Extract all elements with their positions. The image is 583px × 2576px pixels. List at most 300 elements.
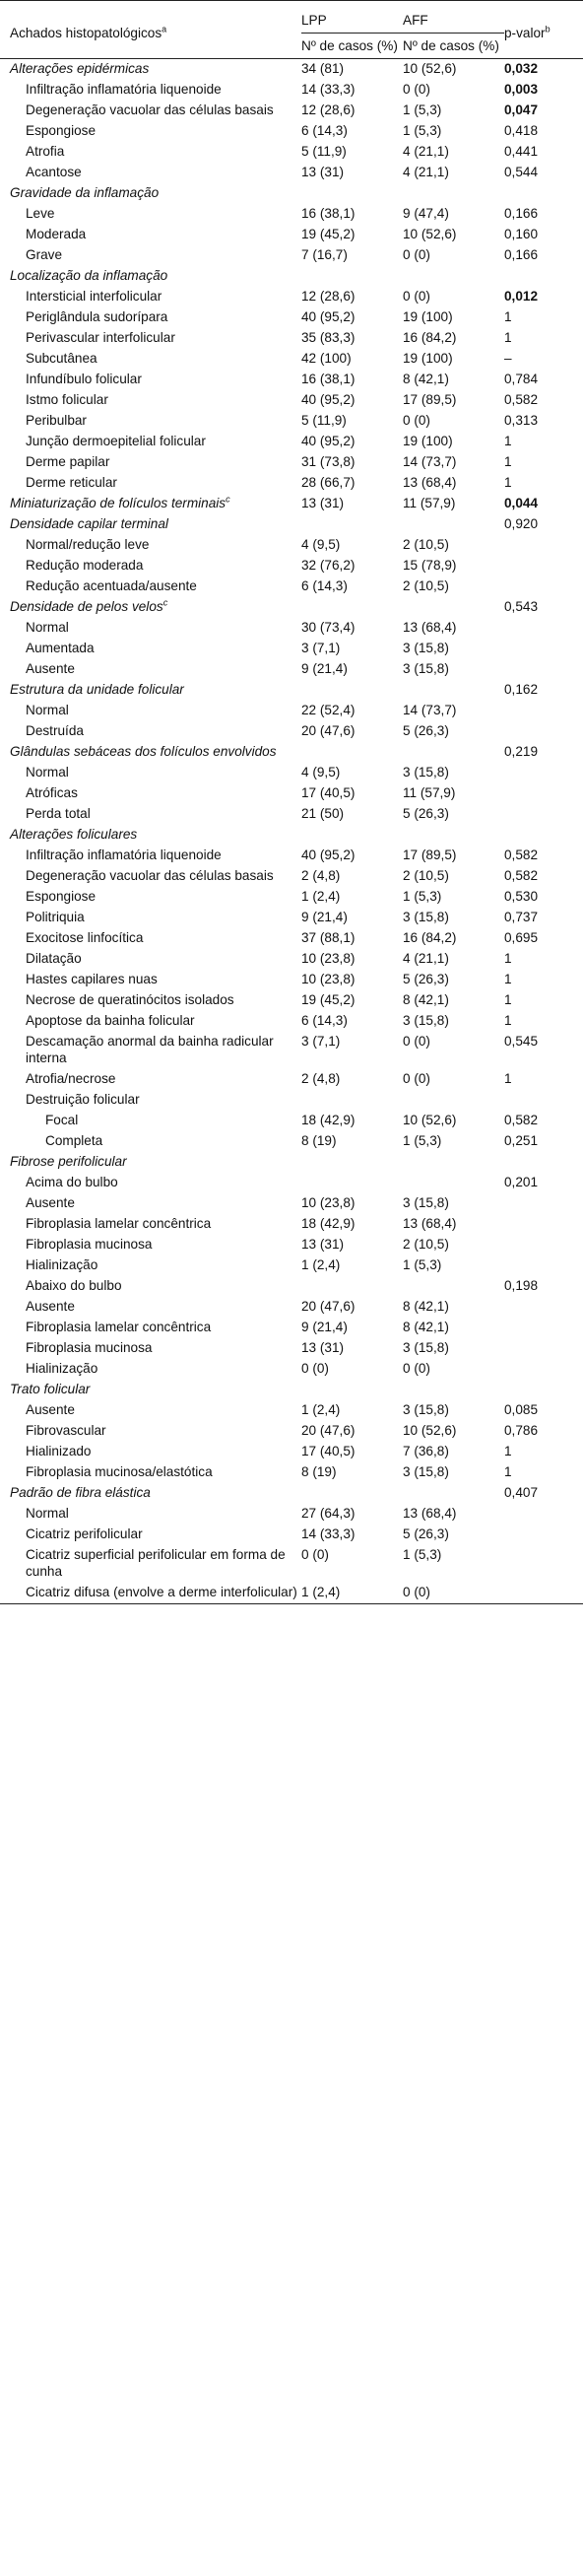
aff-cases-cell: 17 (89,5) xyxy=(403,847,457,862)
pvalue-cell: 1 xyxy=(504,1464,512,1479)
aff-cases-cell: 17 (89,5) xyxy=(403,392,457,407)
lpp-cases-cell: 18 (42,9) xyxy=(301,1216,356,1231)
table-row xyxy=(0,556,583,576)
pvalue-cell: 1 xyxy=(504,1071,512,1086)
pvalue-cell: 0,545 xyxy=(504,1034,539,1049)
table-row xyxy=(0,432,583,452)
lpp-cases-cell: 0 (0) xyxy=(301,1547,329,1562)
pvalue-cell: 0,313 xyxy=(504,413,539,428)
lpp-cases-cell xyxy=(301,1276,403,1297)
table-row xyxy=(0,494,583,514)
aff-cases-cell: 0 (0) xyxy=(403,1583,504,1604)
pvalue-cell xyxy=(504,701,583,721)
lpp-cases-cell: 8 (19) xyxy=(301,1464,337,1479)
aff-cases-cell: 4 (21,1) xyxy=(403,144,449,159)
pvalue-cell: 1 xyxy=(504,309,512,324)
aff-cases-cell: 8 (42,1) xyxy=(403,1299,449,1314)
table-body xyxy=(0,59,583,1604)
table-row xyxy=(0,370,583,390)
table-row xyxy=(0,1525,583,1545)
row-label: Fibroplasia mucinosa xyxy=(26,1340,153,1355)
pvalue-cell: 0,582 xyxy=(504,1113,539,1127)
lpp-cases-cell xyxy=(301,1380,403,1400)
table-row xyxy=(0,742,583,763)
lpp-cases-cell: 16 (38,1) xyxy=(301,372,356,386)
pvalue-cell: 1 xyxy=(504,330,512,345)
lpp-cases-cell: 6 (14,3) xyxy=(301,123,348,138)
aff-cases-cell: 1 (5,3) xyxy=(403,1257,442,1272)
pvalue-cell xyxy=(504,659,583,680)
aff-cases-cell xyxy=(403,1276,504,1297)
aff-cases-cell: 4 (21,1) xyxy=(403,165,449,179)
table-row xyxy=(0,1173,583,1193)
table-row xyxy=(0,639,583,659)
aff-cases-cell: 3 (15,8) xyxy=(403,1402,449,1417)
row-label: Fibroplasia mucinosa xyxy=(26,1237,153,1252)
row-label: Normal xyxy=(26,765,69,780)
lpp-cases-cell: 40 (95,2) xyxy=(301,434,356,448)
lpp-cases-cell: 10 (23,8) xyxy=(301,951,356,966)
row-label: Descamação anormal da bainha radicular interna xyxy=(26,1034,274,1065)
row-label: Exocitose linfocítica xyxy=(26,930,144,945)
row-label: Junção dermoepitelial folicular xyxy=(26,434,206,448)
lpp-cases-cell: 35 (83,3) xyxy=(301,330,356,345)
row-label: Redução acentuada/ausente xyxy=(26,578,197,593)
pvalue-cell: 0,784 xyxy=(504,372,539,386)
table-row xyxy=(0,721,583,742)
aff-cases-cell xyxy=(403,742,504,763)
aff-cases-cell: 3 (15,8) xyxy=(403,661,449,676)
pvalue-cell: 0,198 xyxy=(504,1278,539,1293)
pvalue-cell xyxy=(504,1525,583,1545)
column-header-lpp-cases: Nº de casos (%) xyxy=(301,34,403,59)
lpp-cases-cell: 1 (2,4) xyxy=(301,889,341,904)
table-row xyxy=(0,1111,583,1131)
row-label: Necrose de queratinócitos isolados xyxy=(26,992,234,1007)
table-row xyxy=(0,1090,583,1111)
table-row xyxy=(0,287,583,307)
row-label: Normal xyxy=(26,1506,69,1521)
table-row xyxy=(0,928,583,949)
row-label: Istmo folicular xyxy=(26,392,108,407)
lpp-cases-cell xyxy=(301,1173,403,1193)
row-label: Abaixo do bulbo xyxy=(26,1278,122,1293)
row-label: Leve xyxy=(26,206,55,221)
lpp-cases-cell xyxy=(301,825,403,846)
pvalue-cell: 0,920 xyxy=(504,516,539,531)
row-label: Acima do bulbo xyxy=(26,1175,118,1189)
row-label: Estrutura da unidade folicular xyxy=(10,682,184,697)
row-label: Ausente xyxy=(26,1402,75,1417)
aff-cases-cell: 0 (0) xyxy=(403,413,430,428)
aff-cases-cell: 19 (100) xyxy=(403,351,453,366)
row-label: Cicatriz perifolicular xyxy=(26,1526,143,1541)
aff-cases-cell: 0 (0) xyxy=(403,1071,430,1086)
table-row xyxy=(0,1442,583,1462)
lpp-cases-cell xyxy=(301,514,403,535)
row-label: Normal xyxy=(26,703,69,717)
table-row xyxy=(0,183,583,204)
lpp-cases-cell xyxy=(301,742,403,763)
pvalue-cell xyxy=(504,721,583,742)
lpp-cases-cell: 13 (31) xyxy=(301,165,345,179)
lpp-cases-cell xyxy=(301,266,403,287)
pvalue-cell: 0,085 xyxy=(504,1402,539,1417)
lpp-cases-cell: 28 (66,7) xyxy=(301,475,356,490)
pvalue-cell xyxy=(504,1235,583,1255)
aff-cases-cell: 13 (68,4) xyxy=(403,620,457,635)
pvalue-cell: 0,201 xyxy=(504,1175,539,1189)
pvalue-cell xyxy=(504,183,583,204)
table-row xyxy=(0,804,583,825)
aff-cases-cell: 3 (15,8) xyxy=(403,1195,449,1210)
pvalue-cell: 0,003 xyxy=(504,82,539,97)
lpp-cases-cell: 18 (42,9) xyxy=(301,1113,356,1127)
lpp-cases-cell xyxy=(301,1090,403,1111)
row-label: Infiltração inflamatória liquenoide xyxy=(26,847,222,862)
row-label: Trato folicular xyxy=(10,1382,91,1396)
table-row xyxy=(0,1400,583,1421)
row-label: Focal xyxy=(45,1113,79,1127)
pvalue-cell: 1 xyxy=(504,972,512,986)
lpp-cases-cell: 9 (21,4) xyxy=(301,910,348,924)
row-label: Peribulbar xyxy=(26,413,87,428)
row-label: Glândulas sebáceas dos folículos envolvidos xyxy=(10,744,277,759)
table-row xyxy=(0,887,583,908)
lpp-cases-cell: 20 (47,6) xyxy=(301,1299,356,1314)
row-label: Aumentada xyxy=(26,641,95,655)
lpp-cases-cell: 0 (0) xyxy=(301,1361,329,1376)
row-label: Acantose xyxy=(26,165,82,179)
row-label: Fibroplasia lamelar concêntrica xyxy=(26,1320,212,1334)
pvalue-cell: 0,047 xyxy=(504,102,539,117)
row-label: Apoptose da bainha folicular xyxy=(26,1013,195,1028)
row-label: Hialinização xyxy=(26,1361,98,1376)
lpp-cases-cell: 16 (38,1) xyxy=(301,206,356,221)
lpp-cases-cell xyxy=(301,1483,403,1504)
table-row xyxy=(0,225,583,245)
table-row xyxy=(0,1359,583,1380)
pvalue-cell: 0,032 xyxy=(504,61,539,76)
pvalue-cell xyxy=(504,1152,583,1173)
aff-cases-cell: 11 (57,9) xyxy=(403,785,456,800)
pvalue-cell xyxy=(504,556,583,576)
lpp-cases-cell: 27 (64,3) xyxy=(301,1506,356,1521)
table-row xyxy=(0,680,583,701)
lpp-cases-cell: 3 (7,1) xyxy=(301,641,341,655)
lpp-cases-cell: 8 (19) xyxy=(301,1133,337,1148)
row-label: Espongiose xyxy=(26,889,97,904)
row-label: Moderada xyxy=(26,227,87,241)
table-row xyxy=(0,990,583,1011)
pvalue-cell: 0,786 xyxy=(504,1423,539,1438)
row-label: Fibrose perifolicular xyxy=(10,1154,127,1169)
table-row xyxy=(0,245,583,266)
table-row xyxy=(0,390,583,411)
aff-cases-cell xyxy=(403,183,504,204)
pvalue-cell: 0,582 xyxy=(504,392,539,407)
row-label: Hastes capilares nuas xyxy=(26,972,158,986)
aff-cases-cell: 3 (15,8) xyxy=(403,910,449,924)
lpp-cases-cell: 7 (16,7) xyxy=(301,247,348,262)
row-label: Ausente xyxy=(26,1195,75,1210)
row-label: Cicatriz superficial perifolicular em forma de cunha xyxy=(26,1547,286,1579)
pvalue-cell: 0,737 xyxy=(504,910,539,924)
aff-cases-cell: 0 (0) xyxy=(403,1034,430,1049)
pvalue-cell: – xyxy=(504,351,512,366)
aff-cases-cell: 1 (5,3) xyxy=(403,102,442,117)
row-label: Normal xyxy=(26,620,69,635)
column-header-aff-cases: Nº de casos (%) xyxy=(403,34,504,59)
lpp-cases-cell: 19 (45,2) xyxy=(301,227,356,241)
table-row xyxy=(0,204,583,225)
lpp-cases-cell: 13 (31) xyxy=(301,496,345,510)
table-row xyxy=(0,659,583,680)
table-row xyxy=(0,1545,583,1583)
aff-cases-cell: 10 (52,6) xyxy=(403,1423,457,1438)
row-label: Localização da inflamação xyxy=(10,268,168,283)
pvalue-cell xyxy=(504,1545,583,1583)
table-row xyxy=(0,1152,583,1173)
row-label: Hialinização xyxy=(26,1257,98,1272)
lpp-cases-cell: 1 (2,4) xyxy=(301,1402,341,1417)
table-row xyxy=(0,121,583,142)
table-row xyxy=(0,1583,583,1604)
row-label: Destruída xyxy=(26,723,84,738)
aff-cases-cell: 5 (26,3) xyxy=(403,1526,449,1541)
aff-cases-cell: 10 (52,6) xyxy=(403,1113,457,1127)
row-label: Cicatriz difusa (envolve a derme interfolicular) xyxy=(0,1583,301,1604)
table-row xyxy=(0,307,583,328)
lpp-cases-cell: 20 (47,6) xyxy=(301,1423,356,1438)
table-row xyxy=(0,1131,583,1152)
aff-cases-cell: 8 (42,1) xyxy=(403,992,449,1007)
table-row xyxy=(0,949,583,970)
table-row xyxy=(0,1462,583,1483)
pvalue-cell xyxy=(504,535,583,556)
lpp-cases-cell xyxy=(301,183,403,204)
aff-cases-cell xyxy=(403,266,504,287)
pvalue-cell xyxy=(504,1504,583,1525)
lpp-cases-cell: 42 (100) xyxy=(301,351,352,366)
aff-cases-cell: 1 (5,3) xyxy=(403,123,442,138)
table-row xyxy=(0,1032,583,1069)
table-row xyxy=(0,576,583,597)
lpp-cases-cell: 22 (52,4) xyxy=(301,703,356,717)
table-row xyxy=(0,1380,583,1400)
aff-cases-cell: 8 (42,1) xyxy=(403,372,449,386)
lpp-cases-cell: 5 (11,9) xyxy=(301,144,347,159)
aff-cases-cell: 2 (10,5) xyxy=(403,1237,449,1252)
pvalue-cell: 0,162 xyxy=(504,682,539,697)
aff-cases-cell xyxy=(403,597,504,618)
table-row xyxy=(0,349,583,370)
aff-cases-cell: 1 (5,3) xyxy=(403,1547,442,1562)
aff-cases-cell: 1 (5,3) xyxy=(403,889,442,904)
row-label: Derme papilar xyxy=(26,454,110,469)
row-label: Grave xyxy=(26,247,63,262)
pvalue-cell: 0,582 xyxy=(504,847,539,862)
row-label: Completa xyxy=(45,1133,103,1148)
pvalue-cell: 1 xyxy=(504,951,512,966)
lpp-cases-cell xyxy=(301,1152,403,1173)
lpp-cases-cell: 14 (33,3) xyxy=(301,1526,356,1541)
row-label: Redução moderada xyxy=(26,558,144,573)
lpp-cases-cell: 21 (50) xyxy=(301,806,345,821)
column-group-aff: AFF xyxy=(403,1,504,34)
row-label: Fibrovascular xyxy=(26,1423,106,1438)
aff-cases-cell xyxy=(403,680,504,701)
aff-cases-cell: 10 (52,6) xyxy=(403,227,457,241)
lpp-cases-cell: 34 (81) xyxy=(301,61,345,76)
aff-cases-cell: 14 (73,7) xyxy=(403,454,457,469)
row-label: Politriquia xyxy=(26,910,85,924)
pvalue-cell xyxy=(504,1318,583,1338)
lpp-cases-cell: 37 (88,1) xyxy=(301,930,356,945)
aff-cases-cell: 1 (5,3) xyxy=(403,1133,442,1148)
table-row xyxy=(0,866,583,887)
table-row xyxy=(0,1214,583,1235)
pvalue-cell: 0,441 xyxy=(504,144,539,159)
pvalue-cell: 1 xyxy=(504,1013,512,1028)
lpp-cases-cell: 40 (95,2) xyxy=(301,309,356,324)
pvalue-cell: 0,251 xyxy=(504,1133,539,1148)
aff-cases-cell xyxy=(403,514,504,535)
row-label: Hialinizado xyxy=(26,1444,92,1458)
aff-cases-cell: 2 (10,5) xyxy=(403,868,449,883)
aff-cases-cell xyxy=(403,1173,504,1193)
lpp-cases-cell: 17 (40,5) xyxy=(301,1444,356,1458)
lpp-cases-cell: 13 (31) xyxy=(301,1237,345,1252)
aff-cases-cell: 2 (10,5) xyxy=(403,537,449,552)
aff-cases-cell: 13 (68,4) xyxy=(403,1506,457,1521)
pvalue-cell: 0,044 xyxy=(504,496,539,510)
row-label: Normal/redução leve xyxy=(26,537,150,552)
pvalue-cell xyxy=(504,1359,583,1380)
pvalue-cell xyxy=(504,783,583,804)
table-row xyxy=(0,1193,583,1214)
pvalue-cell: 0,530 xyxy=(504,889,539,904)
pvalue-cell: 1 xyxy=(504,454,512,469)
aff-cases-cell: 5 (26,3) xyxy=(403,723,449,738)
pvalue-cell: 0,407 xyxy=(504,1485,539,1500)
aff-cases-cell: 5 (26,3) xyxy=(403,806,449,821)
table-row xyxy=(0,1255,583,1276)
aff-cases-cell xyxy=(403,1152,504,1173)
lpp-cases-cell: 9 (21,4) xyxy=(301,1320,348,1334)
table-row xyxy=(0,411,583,432)
row-label: Atrofia xyxy=(26,144,65,159)
pvalue-cell xyxy=(504,825,583,846)
aff-cases-cell: 16 (84,2) xyxy=(403,330,457,345)
table-row xyxy=(0,452,583,473)
table-row xyxy=(0,473,583,494)
lpp-cases-cell: 1 (2,4) xyxy=(301,1583,403,1604)
lpp-cases-cell: 2 (4,8) xyxy=(301,1071,341,1086)
aff-cases-cell xyxy=(403,1380,504,1400)
table-row xyxy=(0,266,583,287)
row-label: Densidade capilar terminal xyxy=(10,516,168,531)
aff-cases-cell: 13 (68,4) xyxy=(403,1216,457,1231)
table-row xyxy=(0,1504,583,1525)
table-row xyxy=(0,1276,583,1297)
aff-cases-cell: 4 (21,1) xyxy=(403,951,449,966)
lpp-cases-cell: 31 (73,8) xyxy=(301,454,356,469)
table-row xyxy=(0,59,583,81)
aff-cases-cell xyxy=(403,825,504,846)
lpp-cases-cell: 6 (14,3) xyxy=(301,578,348,593)
aff-cases-cell xyxy=(403,1483,504,1504)
pvalue-cell xyxy=(504,1380,583,1400)
row-label: Densidade de pelos velos$^c$ xyxy=(10,597,168,614)
lpp-cases-cell: 13 (31) xyxy=(301,1340,345,1355)
table-row xyxy=(0,514,583,535)
aff-cases-cell xyxy=(403,1090,504,1111)
column-header-findings: Achados histopatológicos$^a$ xyxy=(0,1,301,59)
lpp-cases-cell: 40 (95,2) xyxy=(301,392,356,407)
row-label: Alterações epidérmicas xyxy=(10,61,150,76)
lpp-cases-cell: 9 (21,4) xyxy=(301,661,348,676)
pvalue-cell xyxy=(504,639,583,659)
pvalue-cell xyxy=(504,576,583,597)
aff-cases-cell: 9 (47,4) xyxy=(403,206,449,221)
pvalue-cell: 1 xyxy=(504,1444,512,1458)
table-row xyxy=(0,1338,583,1359)
row-label: Perda total xyxy=(26,806,91,821)
table-row xyxy=(0,1011,583,1032)
row-label: Periglândula sudorípara xyxy=(26,309,168,324)
row-label: Perivascular interfolicular xyxy=(26,330,175,345)
lpp-cases-cell: 4 (9,5) xyxy=(301,537,341,552)
pvalue-cell xyxy=(504,266,583,287)
lpp-cases-cell: 12 (28,6) xyxy=(301,289,356,304)
lpp-cases-cell: 40 (95,2) xyxy=(301,847,356,862)
aff-cases-cell: 5 (26,3) xyxy=(403,972,449,986)
pvalue-cell xyxy=(504,1583,583,1604)
column-group-lpp: LPP xyxy=(301,1,403,34)
row-label: Dilatação xyxy=(26,951,82,966)
lpp-cases-cell: 17 (40,5) xyxy=(301,785,356,800)
table-row xyxy=(0,846,583,866)
row-label: Degeneração vacuolar das células basais xyxy=(26,868,274,883)
table-row xyxy=(0,142,583,163)
table-row xyxy=(0,1483,583,1504)
lpp-cases-cell: 10 (23,8) xyxy=(301,1195,356,1210)
aff-cases-cell: 0 (0) xyxy=(403,247,430,262)
row-label: Atróficas xyxy=(26,785,78,800)
pvalue-cell: 0,582 xyxy=(504,868,539,883)
aff-cases-cell: 3 (15,8) xyxy=(403,1464,449,1479)
table-row xyxy=(0,1235,583,1255)
table-row xyxy=(0,1421,583,1442)
pvalue-cell: 0,012 xyxy=(504,289,539,304)
aff-cases-cell: 3 (15,8) xyxy=(403,1013,449,1028)
table-row xyxy=(0,908,583,928)
table-row xyxy=(0,80,583,101)
pvalue-cell xyxy=(504,1193,583,1214)
aff-cases-cell: 3 (15,8) xyxy=(403,765,449,780)
row-label: Intersticial interfolicular xyxy=(26,289,162,304)
table-row xyxy=(0,970,583,990)
table-row xyxy=(0,597,583,618)
pvalue-cell xyxy=(504,1297,583,1318)
pvalue-cell: 0,166 xyxy=(504,206,539,221)
lpp-cases-cell: 3 (7,1) xyxy=(301,1034,341,1049)
row-label: Derme reticular xyxy=(26,475,117,490)
aff-cases-cell: 19 (100) xyxy=(403,309,453,324)
lpp-cases-cell: 10 (23,8) xyxy=(301,972,356,986)
row-label: Alterações foliculares xyxy=(10,827,138,842)
